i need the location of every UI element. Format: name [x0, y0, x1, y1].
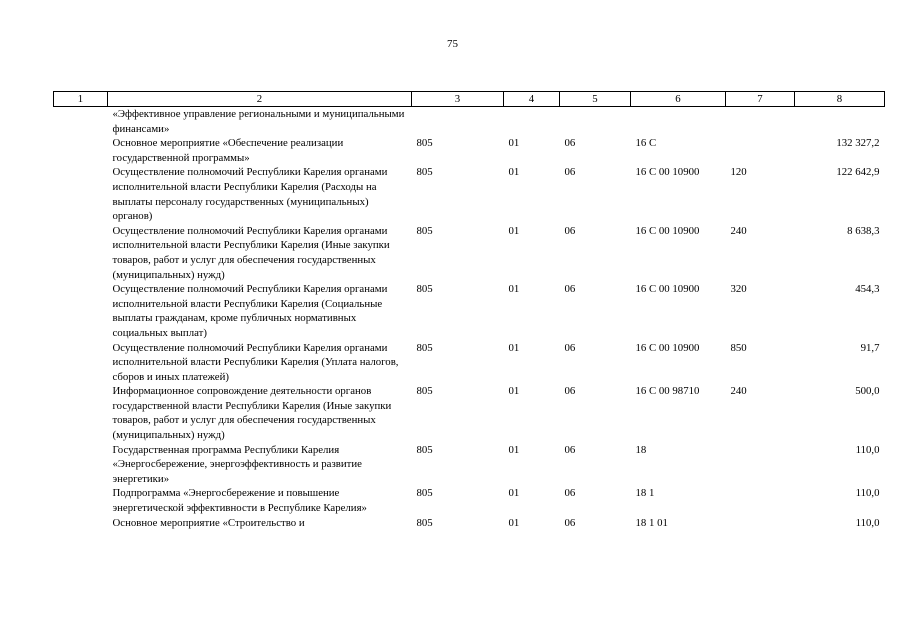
header-col-2: 2: [108, 92, 412, 107]
ministry-code: 805: [416, 166, 433, 179]
cell-col-1: [54, 384, 108, 442]
amount: 110,0: [855, 443, 880, 456]
table-row: [54, 136, 885, 165]
expense-type-code: 120: [730, 166, 747, 179]
header-col-7: 7: [726, 92, 795, 107]
target-item-code: 18: [635, 443, 647, 456]
cell-col-1: [54, 165, 108, 223]
section-code: 01: [508, 487, 520, 500]
item-name: Государственная программа Республики Карелия «Энергосбережение, энергоэффективность и развитие энергетики»: [112, 443, 362, 485]
expense-type-code: [726, 136, 795, 165]
table-row: [54, 341, 885, 385]
section-code: 01: [508, 516, 520, 529]
amount: 8 638,3: [847, 224, 880, 237]
table-row: [54, 384, 885, 442]
cell-col-1: [54, 516, 108, 531]
budget-table: [53, 91, 885, 530]
section-code: 01: [508, 224, 520, 237]
subsection-code: 06: [564, 283, 576, 296]
target-item-code: 16 С 00 10900: [635, 283, 700, 296]
ministry-code: 805: [416, 137, 433, 150]
expense-type-code: 850: [730, 341, 747, 354]
subsection-code: 06: [564, 385, 576, 398]
table-row: [54, 516, 885, 531]
ministry-code: 805: [416, 487, 433, 500]
header-col-5: 5: [560, 92, 631, 107]
table-row: [54, 282, 885, 340]
amount: [795, 107, 885, 137]
item-name: Осуществление полномочий Республики Карелия органами исполнительной власти Республики Карелия (Расходы на выплаты персоналу государственных (муниципальных) органов): [112, 166, 388, 223]
amount: 110,0: [855, 516, 880, 529]
subsection-code: 06: [564, 166, 576, 179]
amount: 122 642,9: [836, 166, 880, 179]
ministry-code: 805: [416, 341, 433, 354]
item-name: Осуществление полномочий Республики Карелия органами исполнительной власти Республики Карелия (Уплата налогов, сборов и иных платежей): [112, 341, 399, 383]
header-col-3: 3: [412, 92, 504, 107]
item-name: «Эффективное управление региональными и муниципальными финансами»: [112, 108, 405, 135]
target-item-code: 16 С 00 10900: [635, 224, 700, 237]
expense-type-code: [726, 486, 795, 515]
cell-col-1: [54, 282, 108, 340]
target-item-code: 16 С 00 10900: [635, 341, 700, 354]
target-item-code: 16 С 00 10900: [635, 166, 700, 179]
item-name: Осуществление полномочий Республики Карелия органами исполнительной власти Республики Карелия (Социальные выплаты гражданам, кроме публичных нормативных социальных выплат): [112, 283, 388, 339]
header-col-6: 6: [631, 92, 726, 107]
item-name: Основное мероприятие «Обеспечение реализации государственной программы»: [112, 137, 344, 164]
expense-type-code: [726, 516, 795, 531]
cell-col-1: [54, 224, 108, 282]
table-row: [54, 165, 885, 223]
table-header: [54, 92, 885, 107]
cell-col-1: [54, 443, 108, 487]
amount: 454,3: [855, 283, 880, 296]
expense-type-code: [726, 443, 795, 487]
table-row: [54, 107, 885, 137]
section-code: [504, 107, 560, 137]
ministry-code: 805: [416, 385, 433, 398]
table-row: [54, 224, 885, 282]
table-body: [54, 107, 885, 531]
section-code: 01: [508, 166, 520, 179]
header-row: [54, 92, 885, 107]
amount: 132 327,2: [836, 137, 880, 150]
page-number: 75: [447, 38, 458, 50]
target-item-code: [631, 107, 726, 137]
item-name: Информационное сопровождение деятельности органов государственной власти Республики Карелия (Иные закупки товаров, работ и услуг для обеспечения государственных (муниципальных) нужд): [112, 385, 392, 442]
ministry-code: 805: [416, 443, 433, 456]
ministry-code: [412, 107, 504, 137]
ministry-code: 805: [416, 283, 433, 296]
item-name: Основное мероприятие «Строительство и: [112, 516, 305, 529]
cell-col-1: [54, 107, 108, 137]
subsection-code: [560, 107, 631, 137]
header-col-1: 1: [54, 92, 108, 107]
cell-col-1: [54, 136, 108, 165]
expense-type-code: 320: [730, 283, 747, 296]
header-col-4: 4: [504, 92, 560, 107]
ministry-code: 805: [416, 224, 433, 237]
expense-type-code: 240: [730, 224, 747, 237]
header-col-8: 8: [795, 92, 885, 107]
subsection-code: 06: [564, 224, 576, 237]
ministry-code: 805: [416, 516, 433, 529]
subsection-code: 06: [564, 516, 576, 529]
section-code: 01: [508, 283, 520, 296]
target-item-code: 16 С: [635, 137, 657, 150]
amount: 110,0: [855, 487, 880, 500]
amount: 91,7: [860, 341, 880, 354]
target-item-code: 18 1: [635, 487, 655, 500]
target-item-code: 18 1 01: [635, 516, 668, 529]
target-item-code: 16 С 00 98710: [635, 385, 700, 398]
subsection-code: 06: [564, 487, 576, 500]
cell-col-1: [54, 341, 108, 385]
section-code: 01: [508, 443, 520, 456]
expense-type-code: [726, 107, 795, 137]
subsection-code: 06: [564, 443, 576, 456]
subsection-code: 06: [564, 341, 576, 354]
table-row: [54, 486, 885, 515]
item-name: Осуществление полномочий Республики Карелия органами исполнительной власти Республики Карелия (Иные закупки товаров, работ и услуг для обеспечения государственных (муниципальных) нужд): [112, 224, 390, 281]
subsection-code: 06: [564, 137, 576, 150]
expense-type-code: 240: [730, 385, 747, 398]
item-name: Подпрограмма «Энергосбережение и повышение энергетической эффективности в Республике Карелия»: [112, 487, 367, 515]
amount: 500,0: [855, 385, 880, 398]
section-code: 01: [508, 341, 520, 354]
cell-col-1: [54, 486, 108, 515]
section-code: 01: [508, 385, 520, 398]
section-code: 01: [508, 137, 520, 150]
table-row: [54, 443, 885, 487]
